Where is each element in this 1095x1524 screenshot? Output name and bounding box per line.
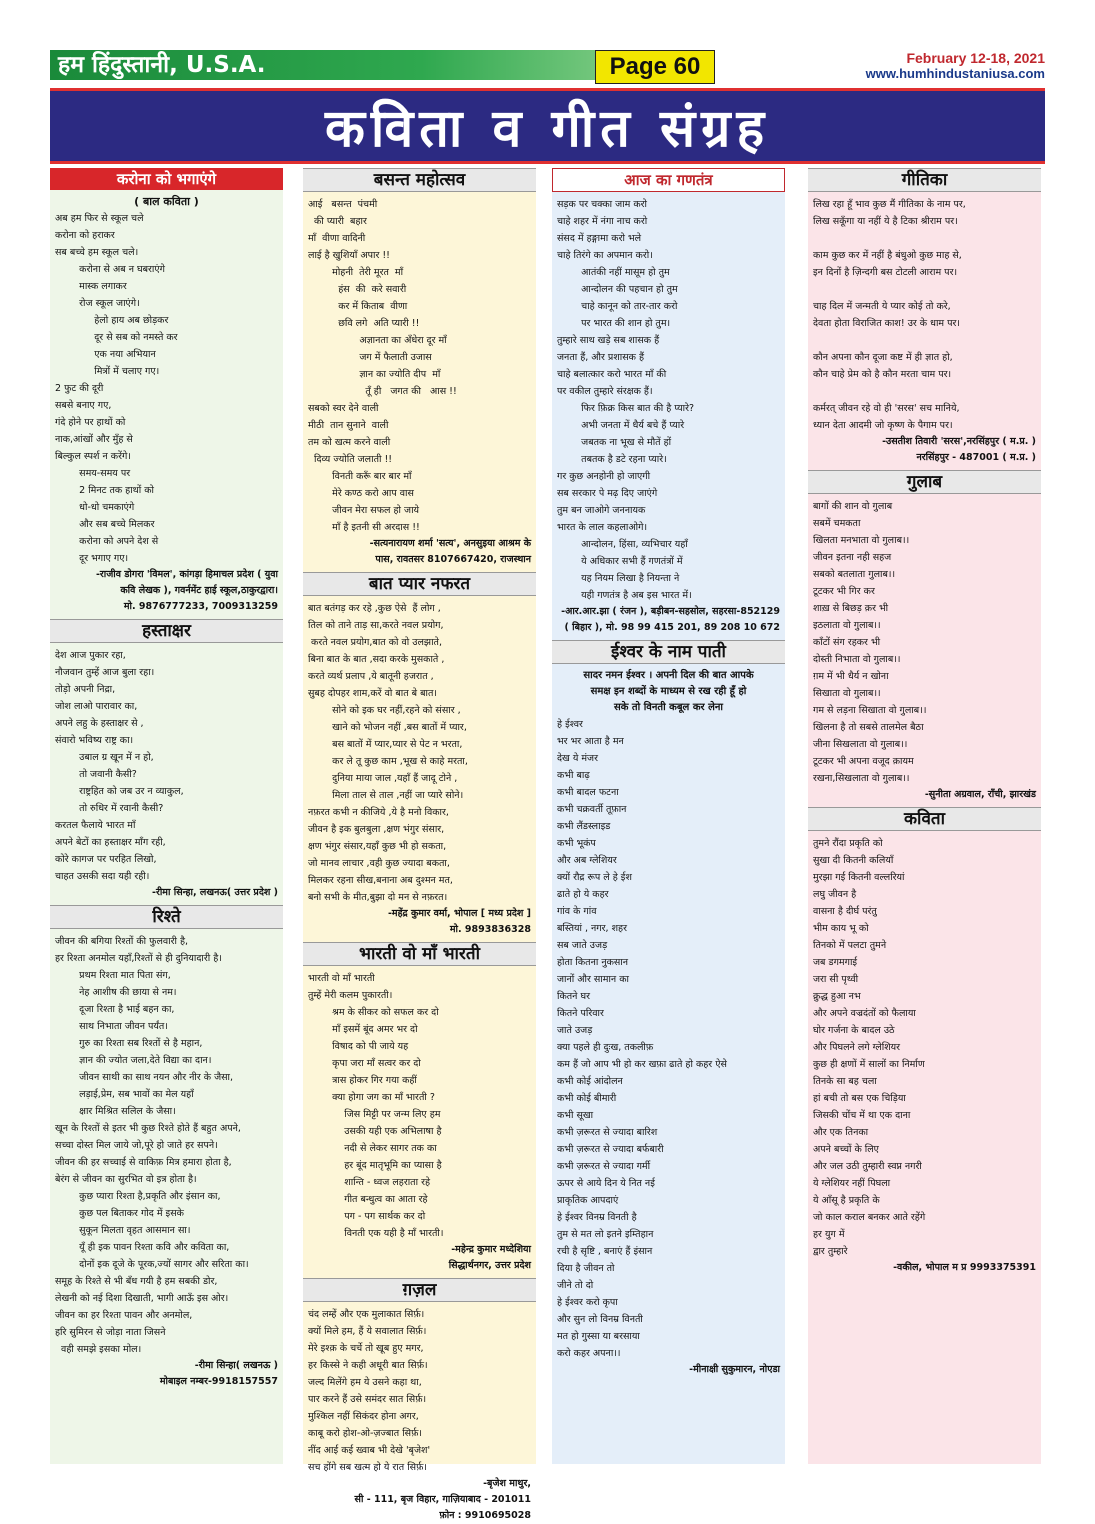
poem-subtitle: ( बाल कविता ) bbox=[134, 195, 199, 208]
poem-section bbox=[303, 1278, 536, 1524]
poem-author: -महेन्द्र कुमार मध्देशिया सिद्धार्थनगर, उत्तर प्रदेश bbox=[448, 1244, 531, 1271]
poem-body: चंद लम्हें और एक मुलाकात सिर्फ़। क्यों मिले हम, हैं ये सवालात सिर्फ़। मेरे इश्क़ के चर्चे तो खूब हुए मगर, हर किस्से ने कही अधूरी बात सिर्फ़। जल्द मिलेंगे हम ये उसने कहा था, पार करने हैं उसे समंदर सात सिर्फ़। मुश्किल नहीं सिकंदर होना अगर, काबू करो होश-ओ-ज़ज्बात सिर्फ़। नींद आई कई ख्वाब भी देखे 'बृजेश' सच होंगे सब खत्म हो ये रात सिर्फ़। bbox=[308, 1309, 431, 1473]
poem-body: बागों की शान वो गुलाब सबमें चमकता खिलता मनभाता वो गुलाब।। जीवन इतना नही सहज सबको बतलाता गुलाब।। टूटकर भी गिर कर शाख़ से बिछड़ क़र भी इठलाता वो गुलाब।। काँटों संग रहकर भी दोस्ती निभाता वो गुलाब।। ग़म में भी धैर्य न खोना सिखाता वो गुलाब।। गम से लड़ना सिखाता वो गुलाब।। खिलना है तो सबसे तालमेल बैठा जीना सिखलाता वो गुलाब।। टूटकर भी अपना वजूद क़ायम रखना,सिखलाता वो गुलाब।। bbox=[813, 501, 927, 784]
poem-title: हस्ताक्षर bbox=[50, 619, 283, 643]
column-4 bbox=[808, 168, 1041, 1464]
poem-section bbox=[808, 470, 1041, 803]
issue-date: February 12-18, 2021 bbox=[906, 50, 1045, 66]
poem-section bbox=[303, 168, 536, 568]
poem-section bbox=[552, 640, 785, 1378]
poem-title: ईश्वर के नाम पाती bbox=[552, 640, 785, 664]
poem-title: बात प्यार नफरत bbox=[303, 572, 536, 596]
poem-section bbox=[808, 807, 1041, 1276]
brand-name: हम हिंदुस्तानी, U.S.A. bbox=[58, 52, 266, 78]
poem-body: भारती वो माँ भारती तुम्हें मेरी कलम पुकारती। श्रम के सीकर को सफल कर दो माँ इसमें बूंद अमर भर दो विषाद को पी जाये यह कृपा जरा माँ सत्वर कर दो त्रास होकर गिर गया कहीं क्या होगा जग का माँ भारती ? जिस मिट्टी पर जन्म लिए हम उसकी यही एक अभिलाषा है नदी से लेकर सागर तक का हर बूंद मातृभूमि का प्यासा है शान्ति - ध्वज लहराता रहे गीत बन्धुत्व का आता रहे पग - पग सार्थक कर दो विनती एक यही है माँ भारती। bbox=[308, 973, 444, 1239]
poem-body: देश आज पुकार रहा, नौजवान तुम्हें आज बुला रहा। तोड़ो अपनी निद्रा, जोश लाओ पारावार का, अपने लहु के हस्ताक्षर से , संवारो भविष्य राष्ट्र का। उबाल ग्र खून में न हो, तो जवानी कैसी? राष्ट्रहित को जब उर न व्याकुल, तो रुधिर में रवानी कैसी? करतल फैलाये भारत माँ अपने बेटों का हस्ताक्षर माँग रही, कोरे कागज पर परहित लिखो, चाहत उसकी सदा यही रही। bbox=[55, 650, 184, 882]
poem-title: आज का गणतंत्र bbox=[552, 168, 785, 192]
poem-body: सड़क पर चक्का जाम करो चाहे शहर में नंगा नाच करो संसद में हङ्गामा करो भले चाहे तिरंगे का अपमान करो। आतंकी नहीं मासूम हो तुम आन्दोलन की पहचान हो तुम चाहे कानून को तार-तार करो पर भारत की शान हो तुम। तुम्हारे साथ खड़े सब शासक हैं जनता हैं, और प्रशासक हैं चाहे बलात्कार करो भारत माँ की पर वकील तुम्हारे संरक्षक हैं। फिर फ़िक्र किस बात की है प्यारे? अभी जनता में धैर्य बचे हैं प्यारे जबतक ना भूख से मौतें हों तबतक है डटे रहना प्यारे। गर कुछ अनहोनी हो जाएगी सब सरकार पे मढ़ दिए जाएंगे तुम बन जाओगे जननायक भारत के लाल कहलाओगे। आन्दोलन, हिंसा, व्यभिचार यहाँ ये अधिकार सभी हैं गणतंत्रों में यह नियम लिखा है नियन्ता ने यही गणतंत्र है अब इस भारत में। bbox=[557, 199, 695, 601]
poem-author: -मीनाक्षी सुकुमारन, नोएडा bbox=[689, 1364, 780, 1375]
poem-title: ग़ज़ल bbox=[303, 1278, 536, 1302]
poem-author: -महेंद्र कुमार वर्मा, भोपाल [ मध्य प्रदेश ] मो. 9893836328 bbox=[387, 908, 531, 935]
column-2 bbox=[303, 168, 536, 1521]
poem-author: -उसतीश तिवारी 'सरस',नरसिंहपुर ( म.प्र. ) नरसिंहपुर - 487001 ( म.प्र. ) bbox=[882, 436, 1036, 463]
poem-section bbox=[303, 942, 536, 1274]
masthead bbox=[50, 50, 1045, 84]
poem-body: हे ईश्वर भर भर आता है मन देख ये मंजर कभी बाढ़ कभी बादल फटना कभी चक्रवर्ती तूफ़ान कभी लैंडस्लाइड कभी भूकंप और अब ग्लेशियर क्यों रौद्र रूप ले हे ईश ढाते हो ये कहर गांव के गांव बस्तियां , नगर, शहर सब जाते उजड़ होता कितना नुकसान जानों और सामान का कितने घर कितने परिवार जाते उजड़ क्या पहले ही दुःख, तकलीफ़ कम हैं जो आप भी हो कर खफ़ा ढाते हो कहर ऐसे कभी कोई आंदोलन कभी कोई बीमारी कभी सूखा कभी ज़रूरत से ज्यादा बारिश कभी ज़रूरत से ज्यादा बर्फबारी कभी ज़रूरत से ज्यादा गर्मी ऊपर से आये दिन ये नित नई प्राकृतिक आपदाएं हे ईश्वर विनम्र विनती है तुम से मत लो इतने इम्तिहान रची है सृष्टि , बनाएं हैं इंसान दिया है जीवन तो जीने तो दो हे ईश्वर करो कृपा और सुन लो विनम्र विनती मत हो गुस्सा या बरसाया करो कहर अपना।। bbox=[557, 719, 727, 1359]
poem-body: बात बतंगड़ कर रहे ,कुछ ऐसे हैं लोग , तिल को ताने ताड़ सा,करते नवल प्रयोग, करते नवल प्रयोग,बात को वो उलझाते, बिना बात के बात ,सदा करके मुसकाते , करते व्यर्थ प्रलाप ,ये बातूनी हजरात , सुबह दोपहर शाम,करें वो बात बे बात। सोने को इक घर नहीं,रहने को संसार , खाने को भोजन नहीं ,बस बातों में प्यार, बस बातों में प्यार,प्यार से पेट न भरता, कर ले तू कुछ काम ,भूख से काहे मरता, दुनिया माया जाल ,यहाँ हैं जादू टोने , मिला ताल से ताल ,नहीं जा प्यारे सोने। नफ़रत कभी न कीजिये ,ये है मनो विकार, जीवन है इक बुलबुला ,क्षण भंगुर संसार, क्षण भंगुर संसार,यहाँ कुछ भी हो सकता, जो मानव लाचार ,वही कुछ ज्यादा बकता, मिलकर रहना सीख,बनाना अब दुश्मन मत, बनो सभी के मीत,बुझा दो मन से नफ़रत। bbox=[308, 603, 468, 903]
poem-section bbox=[552, 168, 785, 636]
section-banner bbox=[50, 88, 1045, 164]
poem-title: गीतिका bbox=[808, 168, 1041, 192]
poem-section bbox=[808, 168, 1041, 466]
poem-author: -रीमा सिन्हा( लखनऊ ) मोबाइल नम्बर-9918157557 bbox=[159, 1360, 278, 1387]
poem-title: गुलाब bbox=[808, 470, 1041, 494]
poem-author: -रीमा सिन्हा, लखनऊ( उत्तर प्रदेश ) bbox=[152, 887, 278, 898]
poem-title: बसन्त महोत्सव bbox=[303, 168, 536, 192]
poem-body: तुमने रौंदा प्रकृति को सुखा दी कितनी कलियाँ मुरझा गई कितनी वल्लरियां लघु जीवन है वासना है दीर्घ परंतु भीम काय भू को तिनको में पलटा तुमने जब डगमगाई जरा सी पृथ्वी क्रुद्ध हुआ नभ और अपने वज्रदंतों को फैलाया घोर गर्जना के बादल उठे और पिघलने लगे ग्लेशियर कुछ ही क्षणों में सालों का निर्माण तिनके सा बह चला हां बची तो बस एक चिड़िया जिसकी चोंच में था एक दाना और एक तिनका अपने बच्चों के लिए और जल उठी तुम्हारी स्वप्न नगरी ये ग्लेशियर नहीं पिघला ये आँसू है प्रकृति के जो काल कराल बनकर आते रहेंगे हर युग में द्वार तुम्हारे bbox=[813, 838, 926, 1257]
column-3 bbox=[552, 168, 785, 1464]
poem-body: जीवन की बगिया रिश्तों की फुलवारी है, हर रिश्ता अनमोल यहाँ,रिश्तों से ही दुनियादारी है। प्रथम रिश्ता मात पिता संग, नेह आशीष की छाया से नम। दूजा रिश्ता है भाई बहन का, साथ निभाता जीवन पर्यंत। गुरु का रिश्ता सब रिश्तों से है महान, ज्ञान की ज्योत जला,देते विद्या का दान। जीवन साथी का साथ नयन और नीर के जैसा, लड़ाई,प्रेम, सब भावों का मेल यहाँ क्षार मिश्रित सलिल के जैसा। खून के रिश्तों से इतर भी कुछ रिश्ते होते हैं बहुत अपने, सच्चा दोस्त मिल जाये जो,पूरे हो जाते हर सपने। जीवन की हर सच्चाई से वाकिफ़ मित्र हमारा होता है, बेरंग से जीवन का सुरभित वो इत्र होता है। कुछ प्यारा रिश्ता है,प्रकृति और इंसान का, कुछ पल बिताकर गोद में इसके सुकून मिलता वृहत आसमान सा। यूँ ही इक पावन रिश्ता कवि और कविता का, दोनों इक दूजे के पूरक,ज्यों सागर और सरिता का। समूह के रिश्ते से भी बँध गयी है हम सबकी डोर, लेखनी को नई दिशा दिखाती, भागी आऊँ इस ओर। जीवन का हर रिश्ता पावन और अनमोल, हरि सुमिरन से जोड़ा नाता जिसने वही समझे इसका मोल। bbox=[55, 936, 249, 1355]
poem-body: लिख रहा हूँ भाव कुछ मैं गीतिका के नाम पर, लिख सकूँगा या नहीं ये है टिका श्रीराम पर। काम कुछ कर में नहीं है बंधुओ कुछ माह से, इन दिनों है ज़िन्दगी बस टोटली आराम पर। चाह दिल में जन्मती ये प्यार कोई तो करे, देवता होता विराजित काश! उर के धाम पर। कौन अपना कौन दूजा कष्ट में ही ज्ञात हो, कौन चाहे प्रेम को है कौन मरता चाम पर। कर्मरत् जीवन रहे वो ही 'सरस' सच मानिये, ध्यान देता आदमी जो कृष्ण के पैगाम पर। bbox=[813, 199, 966, 431]
poem-title: रिश्ते bbox=[50, 905, 283, 929]
poem-intro: सादर नमन ईश्वर । अपनी दिल की बात आपके समक्ष इन शब्दों के माध्यम से रख रही हूँ हो सके तो विनती कबूल कर लेना bbox=[583, 670, 754, 713]
poem-section bbox=[50, 905, 283, 1390]
poem-author: -राजीव डोगरा 'विमल', कांगड़ा हिमाचल प्रदेश ( युवा कवि लेखक ), गवर्नमेंट हाई स्कूल,ठाकुरद्वारा। मो. 9876777233, 7009313259 bbox=[95, 569, 278, 612]
poem-author: -सत्यनारायण शर्मा 'सत्य', अनसुइया आश्रम के पास, रावतसर 8107667420, राजस्थान bbox=[369, 538, 531, 565]
poem-title: कविता bbox=[808, 807, 1041, 831]
poem-section bbox=[50, 619, 283, 901]
website-link[interactable]: www.humhindustaniusa.com bbox=[865, 66, 1045, 81]
poem-section bbox=[303, 572, 536, 938]
poem-author: -आर.आर.झा ( रंजन ), बड़ीबन-सहसोल, सहरसा-852129 ( बिहार ), मो. 98 99 415 201, 89 208 10 672 bbox=[561, 606, 780, 633]
poem-author: -वकील, भोपाल म प्र 9993375391 bbox=[893, 1262, 1036, 1273]
page-number: Page 60 bbox=[595, 50, 715, 84]
brand-bar bbox=[50, 50, 670, 80]
banner-title: कविता व गीत संग्रह bbox=[324, 98, 771, 159]
poem-body: अब हम फिर से स्कूल चले करोना को हराकर सब बच्चे हम स्कूल चले। करोना से अब न घबराएंगे मास्क लगाकर रोज स्कूल जाएंगे। हेलो हाय अब छोड़कर दूर से सब को नमस्ते कर एक नया अभियान मित्रों में चलाए गए। 2 फुट की दूरी सबसे बनाए गए, गंदे होने पर हाथों को नाक,आंखों और मुँह से बिल्कुल स्पर्श न करेंगे। समय-समय पर 2 मिनट तक हाथों को धो-धो चमकाएंगे और सब बच्चे मिलकर करोना को अपने देश से दूर भगाए गए। bbox=[55, 213, 178, 564]
poem-author: -सुनीता अग्रवाल, राँची, झारखंड bbox=[924, 789, 1036, 800]
poem-title: करोना को भगाएंगे bbox=[50, 168, 283, 190]
column-1 bbox=[50, 168, 283, 1464]
poem-author: -बृजेश माथुर, सी - 111, बृज विहार, गाज़ियाबाद - 201011 फ़ोन : 9910695028 bbox=[354, 1478, 531, 1521]
poem-section bbox=[50, 168, 283, 615]
poem-body: आई बसन्त पंचमी की प्यारी बहार माँ वीणा वादिनी लाई है खुशियाँ अपार !! मोहनी तेरी मूरत माँ हंस की करे सवारी कर में किताब वीणा छवि लगे अति प्यारी !! अज्ञानता का अँधेरा दूर माँ जग में फैलाती उजास ज्ञान का ज्योति दीप माँ तूँ ही जगत की आस !! सबको स्वर देने वाली मीठी तान सुनाने वाली तम को खत्म करने वाली दिव्य ज्योति जलाती !! विनती करूँ बार बार माँ मेरे कण्ठ करो आप वास जीवन मेरा सफल हो जाये माँ है इतनी सी अरदास !! bbox=[308, 199, 457, 533]
poem-title: भारती वो माँ भारती bbox=[303, 942, 536, 966]
